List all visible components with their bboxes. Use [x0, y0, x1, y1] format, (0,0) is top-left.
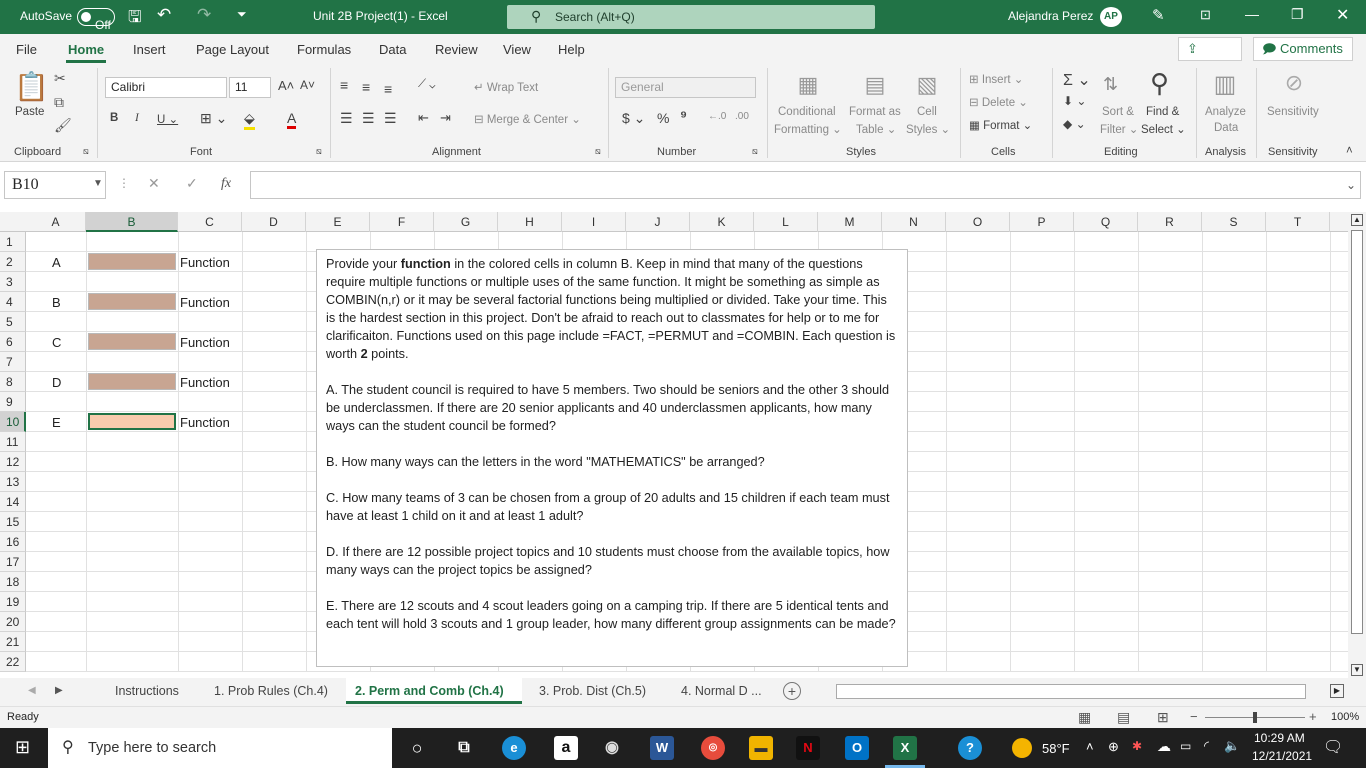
group-clipboard: Clipboard: [14, 146, 62, 158]
share-button[interactable]: [1178, 37, 1242, 61]
enter-icon[interactable]: ✓: [186, 175, 198, 191]
answer-cell-b2[interactable]: [88, 253, 176, 270]
intro-bold: function: [400, 257, 451, 271]
group-number: Number: [657, 146, 697, 158]
function-cell-c2[interactable]: Function: [180, 255, 230, 270]
taskbar-search-icon: ⚲: [62, 739, 74, 756]
row-header-2[interactable]: 2: [0, 252, 26, 272]
scroll-down-icon[interactable]: ▼: [1351, 664, 1363, 676]
question-e: E. There are 12 scouts and 4 scout leaders going on a camping trip. If there are 5 identical tents and each tent will hold 3 scouts and 1 group leader, how many different group assignments can be made?: [326, 599, 896, 631]
sheet-tab-normal-dist[interactable]: 4. Normal D ...: [681, 684, 762, 698]
row-header-6[interactable]: 6: [0, 332, 26, 352]
align-left-icon[interactable]: ☰: [340, 110, 353, 126]
question-a: A. The student council is required to have 5 members. Two should be seniors and the other 3 should be underclassmen. If there are 20 senior applicants and 40 underclassmen applicants, how many ways can the student council be formed?: [326, 383, 890, 433]
grid-column-line: [1074, 232, 1075, 672]
avatar[interactable]: AP: [1100, 7, 1122, 27]
divider: [97, 68, 98, 158]
outlook-icon[interactable]: O: [845, 736, 869, 760]
wrap-text-icon: ↵: [474, 82, 487, 94]
row-header-13[interactable]: 13: [0, 472, 26, 492]
cell-styles-icon[interactable]: ▧: [916, 72, 938, 97]
number-format-select[interactable]: General: [615, 77, 756, 98]
tray-notification-icon[interactable]: ✱: [1132, 739, 1143, 753]
row-header-17[interactable]: 17: [0, 552, 26, 572]
page-layout-view-icon[interactable]: ▤: [1117, 709, 1131, 725]
question-c: C. How many teams of 3 can be chosen from a group of 20 adults and 15 children if each team must have at least 1 child on it and at least 1 adult?: [326, 491, 890, 523]
help-icon[interactable]: ?: [958, 736, 982, 760]
divider: [608, 68, 609, 158]
row-header-15[interactable]: 15: [0, 512, 26, 532]
close-icon[interactable]: ✕: [1336, 7, 1350, 24]
align-top-icon[interactable]: ≡: [340, 77, 349, 93]
zoom-slider-thumb[interactable]: [1253, 712, 1257, 723]
edge-icon[interactable]: e: [502, 736, 526, 760]
row-header-9[interactable]: 9: [0, 392, 26, 412]
weather-sun-icon[interactable]: [1012, 738, 1032, 758]
grid-column-line: [946, 232, 947, 672]
answer-cell-b10-selected[interactable]: [88, 413, 176, 430]
answer-cell-b6[interactable]: [88, 333, 176, 350]
row-header-3[interactable]: 3: [0, 272, 26, 292]
column-header-j[interactable]: J: [626, 212, 690, 232]
decrease-font-icon[interactable]: A˅: [300, 78, 316, 92]
grid-column-line: [1330, 232, 1331, 672]
comma-style-icon[interactable]: ⁹: [680, 108, 688, 125]
merge-icon: ⊟: [474, 114, 487, 126]
search-box[interactable]: [507, 5, 875, 29]
next-sheet-icon[interactable]: ▶: [55, 685, 63, 696]
row-header-11[interactable]: 11: [0, 432, 26, 452]
formula-input[interactable]: [250, 171, 1361, 199]
increase-font-icon[interactable]: A˄: [278, 78, 295, 93]
column-header-p[interactable]: P: [1010, 212, 1074, 232]
divider: [960, 68, 961, 158]
user-name: Alejandra Perez: [1008, 9, 1094, 23]
label-cell-a4[interactable]: B: [52, 295, 61, 310]
group-cells: Cells: [991, 146, 1016, 158]
percent-icon[interactable]: %: [657, 110, 670, 126]
delete-cells-button[interactable]: ⊟ Delete ⌄: [969, 97, 1028, 109]
paste-icon[interactable]: 📋: [14, 71, 49, 102]
cortana-icon[interactable]: ○: [411, 738, 423, 758]
sheet-tab-prob-dist[interactable]: 3. Prob. Dist (Ch.5): [539, 684, 646, 698]
analyze-label[interactable]: Analyze: [1205, 106, 1246, 118]
group-font: Font: [190, 146, 213, 158]
cut-icon[interactable]: ✂: [54, 70, 66, 86]
select-text: Select: [1141, 124, 1173, 136]
instructions-paragraph: [326, 255, 898, 363]
row-header-5[interactable]: 5: [0, 312, 26, 332]
battery-icon[interactable]: ▭: [1180, 739, 1192, 753]
divider: [767, 68, 768, 158]
align-right-icon[interactable]: ☰: [384, 110, 397, 126]
function-cell-c6[interactable]: Function: [180, 335, 230, 350]
tab-review[interactable]: Review: [435, 42, 478, 57]
styles-label[interactable]: Styles ⌄: [906, 124, 951, 136]
status-ready: Ready: [7, 711, 39, 723]
font-color-icon[interactable]: A: [287, 110, 296, 129]
save-icon[interactable]: 🖫: [128, 9, 142, 26]
question-d: D. If there are 12 possible project topics and 10 students must choose from the available topics, how many ways can the project topics be assigned?: [326, 545, 890, 577]
row-header-10[interactable]: 10: [0, 412, 26, 432]
column-header-t[interactable]: T: [1266, 212, 1330, 232]
pen-icon[interactable]: ✎: [1152, 7, 1165, 24]
row-header-4[interactable]: 4: [0, 292, 26, 312]
delete-cells-icon: ⊟: [969, 97, 982, 109]
column-header-e[interactable]: E: [306, 212, 370, 232]
styles-text: Styles: [906, 124, 938, 136]
row-header-12[interactable]: 12: [0, 452, 26, 472]
tab-help[interactable]: Help: [558, 42, 585, 57]
sensitivity-button-label[interactable]: Sensitivity: [1267, 106, 1319, 118]
scroll-thumb[interactable]: [1351, 230, 1363, 634]
intro-text-body: in the colored cells in column B. Keep in mind that many of the questions require multiple functions or multiple uses of the same function. It might be something as simple as COMBIN(n,r) or it may be several factorial functions being multiplied or divided. Take your time. This is the hardest section in this project. Don't be afraid to reach out to classmates for help or to me for clarificaiton. Functions used on this page include =FACT, =PERMUT and =COMBIN. Each question is worth: [326, 257, 896, 361]
title-bar: [0, 0, 1366, 34]
format-label: Format: [983, 120, 1020, 132]
vertical-scrollbar[interactable]: [1348, 212, 1366, 678]
column-header-g[interactable]: G: [434, 212, 498, 232]
horizontal-scrollbar[interactable]: [836, 684, 1306, 699]
label-cell-a6[interactable]: C: [52, 335, 62, 350]
label-cell-a8[interactable]: D: [52, 375, 62, 390]
grid-column-line: [1010, 232, 1011, 672]
zoom-level[interactable]: 100%: [1331, 711, 1360, 723]
orientation-icon[interactable]: ⟋ ⌄: [418, 78, 436, 90]
font-name-select[interactable]: Calibri: [105, 77, 227, 98]
answer-cell-b4[interactable]: [88, 293, 176, 310]
column-header-c[interactable]: C: [178, 212, 242, 232]
tab-file[interactable]: File: [16, 42, 37, 57]
autosave-label: AutoSave: [20, 9, 73, 23]
font-launcher-icon[interactable]: ⧅: [316, 146, 322, 156]
intro-text: Provide your: [326, 257, 401, 271]
column-header-n[interactable]: N: [882, 212, 946, 232]
status-bar: [0, 706, 1366, 728]
format-painter-icon[interactable]: 🖌: [54, 117, 72, 133]
insert-function-icon[interactable]: fx: [221, 176, 232, 191]
font-size-select[interactable]: 11: [229, 77, 271, 98]
grid-column-line: [86, 232, 87, 672]
divider: [1256, 68, 1257, 158]
insert-cells-button[interactable]: ⊞ Insert ⌄: [969, 74, 1024, 86]
column-header-r[interactable]: R: [1138, 212, 1202, 232]
formatting-text: Formatting: [774, 124, 829, 136]
prev-sheet-icon[interactable]: ◀: [28, 685, 36, 696]
delete-label: Delete: [981, 97, 1016, 109]
ribbon-tabs: [0, 34, 1366, 64]
grid-column-line: [242, 232, 243, 672]
restore-icon[interactable]: ❐: [1291, 6, 1304, 22]
toggle-knob: [81, 12, 91, 22]
tray-app-icon[interactable]: ⊕: [1108, 739, 1119, 754]
align-bottom-icon[interactable]: ≡: [384, 81, 393, 97]
accounting-format-icon[interactable]: $ ⌄: [622, 110, 646, 126]
word-icon[interactable]: W: [650, 736, 674, 760]
filter-text: Filter: [1100, 124, 1126, 136]
collapse-ribbon-icon[interactable]: ˄: [1346, 145, 1353, 157]
column-header-a[interactable]: A: [26, 212, 86, 232]
data-label[interactable]: Data: [1214, 122, 1239, 134]
find-select-icon[interactable]: ⚲: [1150, 68, 1170, 98]
volume-icon[interactable]: 🔈: [1224, 738, 1241, 753]
formatting-label[interactable]: Formatting ⌄: [774, 124, 842, 136]
increase-decimal-icon[interactable]: ←.0: [708, 111, 727, 122]
windows-taskbar: [0, 728, 1366, 768]
wrap-text-button[interactable]: [474, 80, 538, 94]
excel-taskbar-icon[interactable]: X: [893, 736, 917, 760]
format-cells-icon: ▦: [969, 120, 984, 132]
row-header-18[interactable]: 18: [0, 572, 26, 592]
grid-column-line: [178, 232, 179, 672]
autosum-icon[interactable]: Σ ⌄: [1063, 72, 1091, 89]
tray-chevron-icon[interactable]: ˄: [1086, 739, 1094, 754]
windows-start-icon[interactable]: ⊞: [15, 737, 31, 757]
column-header-l[interactable]: L: [754, 212, 818, 232]
decrease-indent-icon[interactable]: ⇤: [418, 110, 429, 125]
alignment-launcher-icon[interactable]: ⧅: [595, 146, 601, 156]
select-label[interactable]: Select ⌄: [1141, 124, 1186, 136]
netflix-icon[interactable]: N: [796, 736, 820, 760]
answer-cell-b8[interactable]: [88, 373, 176, 390]
intro-text-end: points.: [367, 347, 409, 361]
document-title: Unit 2B Project(1) - Excel: [313, 9, 448, 23]
format-as-label[interactable]: Format as: [849, 106, 901, 118]
column-headers: [0, 212, 1348, 232]
customize-qat-icon[interactable]: ⏷: [237, 7, 247, 21]
insert-label: Insert: [981, 74, 1011, 86]
question-b: B. How many ways can the letters in the word "MATHEMATICS" be arranged?: [326, 455, 765, 469]
cell-label[interactable]: Cell: [917, 106, 937, 118]
row-header-7[interactable]: 7: [0, 352, 26, 372]
find-label[interactable]: Find &: [1146, 106, 1180, 118]
zoom-in-icon[interactable]: +: [1309, 709, 1317, 724]
clear-icon[interactable]: ◆ ⌄: [1063, 117, 1086, 131]
share-icon: ⇪: [1187, 41, 1198, 56]
column-header-o[interactable]: O: [946, 212, 1010, 232]
row-header-21[interactable]: 21: [0, 632, 26, 652]
divider: [1196, 68, 1197, 158]
new-sheet-icon[interactable]: +: [783, 682, 801, 700]
group-alignment: Alignment: [432, 146, 481, 158]
name-box-dropdown-icon[interactable]: ▼: [93, 178, 103, 189]
tab-formulas[interactable]: Formulas: [297, 42, 352, 57]
analyze-data-icon[interactable]: ▥: [1213, 71, 1237, 98]
row-header-14[interactable]: 14: [0, 492, 26, 512]
column-header-k[interactable]: K: [690, 212, 754, 232]
format-cells-button[interactable]: ▦ Format ⌄: [969, 120, 1033, 132]
divider: [1052, 68, 1053, 158]
decrease-decimal-icon[interactable]: .00: [735, 111, 749, 122]
column-header-b[interactable]: B: [86, 212, 178, 232]
bold-icon[interactable]: B: [110, 112, 119, 124]
column-header-d[interactable]: D: [242, 212, 306, 232]
active-tab-indicator: [66, 60, 106, 63]
group-styles: Styles: [846, 146, 876, 158]
column-header-q[interactable]: Q: [1074, 212, 1138, 232]
function-cell-c10[interactable]: Function: [180, 415, 230, 430]
sheet-tab-prob-rules[interactable]: 1. Prob Rules (Ch.4): [214, 684, 328, 698]
increase-indent-icon[interactable]: ⇥: [440, 110, 451, 125]
expand-formula-bar-icon[interactable]: ⌄: [1346, 178, 1357, 192]
row-header-16[interactable]: 16: [0, 532, 26, 552]
tab-home[interactable]: Home: [68, 42, 105, 57]
merge-center-label: Merge & Center: [486, 114, 569, 126]
ribbon-display-icon[interactable]: ⊡: [1200, 7, 1211, 22]
column-header-i[interactable]: I: [562, 212, 626, 232]
row-header-22[interactable]: 22: [0, 652, 26, 672]
wrap-text-label: Wrap Text: [486, 82, 539, 94]
group-analysis: Analysis: [1205, 146, 1246, 158]
grid-column-line: [306, 232, 307, 672]
italic-icon[interactable]: I: [135, 112, 139, 124]
redo-icon[interactable]: ↷: [197, 5, 212, 24]
format-as-table-icon[interactable]: ▤: [864, 72, 886, 97]
tab-view[interactable]: View: [503, 42, 531, 57]
filter-label[interactable]: Filter ⌄: [1100, 124, 1139, 136]
sheet-tab-perm-comb[interactable]: 2. Perm and Comb (Ch.4): [355, 684, 504, 698]
file-explorer-icon[interactable]: ▬: [749, 736, 773, 760]
underline-icon[interactable]: U ⌄: [157, 114, 179, 126]
more-icon: ⋮: [118, 176, 130, 190]
label-cell-a10[interactable]: E: [52, 415, 61, 430]
copy-icon[interactable]: ⧉: [54, 94, 64, 110]
comments-button[interactable]: [1253, 37, 1353, 61]
row-header-8[interactable]: 8: [0, 372, 26, 392]
sort-label[interactable]: Sort &: [1102, 106, 1134, 118]
column-header-s[interactable]: S: [1202, 212, 1266, 232]
page-break-view-icon[interactable]: ⊞: [1157, 709, 1169, 725]
search-icon: ⚲: [531, 8, 542, 24]
insert-cells-icon: ⊞: [969, 74, 982, 86]
wifi-icon[interactable]: ◜: [1204, 738, 1210, 753]
autosave-toggle[interactable]: [77, 8, 115, 32]
column-header-h[interactable]: H: [498, 212, 562, 232]
align-center-icon[interactable]: ☰: [362, 110, 375, 126]
group-editing: Editing: [1104, 146, 1138, 158]
function-cell-c4[interactable]: Function: [180, 295, 230, 310]
group-sensitivity: Sensitivity: [1268, 146, 1318, 158]
row-header-1[interactable]: 1: [0, 232, 26, 252]
undo-icon[interactable]: ↶: [157, 5, 172, 24]
column-header-f[interactable]: F: [370, 212, 434, 232]
grid-column-line: [1202, 232, 1203, 672]
grid-column-line: [1138, 232, 1139, 672]
zoom-out-icon[interactable]: −: [1190, 709, 1198, 724]
amazon-icon[interactable]: a: [554, 736, 578, 760]
tab-insert[interactable]: Insert: [133, 42, 166, 57]
clipboard-launcher-icon[interactable]: ⧅: [83, 146, 89, 156]
number-launcher-icon[interactable]: ⧅: [752, 146, 758, 156]
align-middle-icon[interactable]: ≡: [362, 79, 371, 95]
fill-icon[interactable]: ⬇ ⌄: [1063, 94, 1087, 108]
taskbar-search[interactable]: [48, 728, 392, 768]
merge-center-button[interactable]: ⊟ Merge & Center ⌄: [474, 114, 581, 126]
points-value: 2: [360, 347, 368, 361]
normal-view-icon[interactable]: ▦: [1078, 709, 1092, 725]
table-label[interactable]: Table ⌄: [856, 124, 897, 136]
instructions-textbox[interactable]: [316, 249, 908, 667]
onedrive-icon[interactable]: ☁: [1157, 738, 1171, 754]
taskbar-search-placeholder: Type here to search: [88, 740, 217, 756]
grid-row-line: [26, 671, 1348, 672]
table-text: Table: [856, 124, 884, 136]
cancel-icon[interactable]: ✕: [148, 175, 160, 191]
weather-temp[interactable]: 58°F: [1042, 741, 1070, 756]
scroll-right-icon[interactable]: ▶: [1330, 684, 1344, 698]
tab-page-layout[interactable]: Page Layout: [196, 42, 270, 57]
label-cell-a2[interactable]: A: [52, 255, 61, 270]
conditional-formatting-icon[interactable]: ▦: [797, 72, 819, 97]
paste-label[interactable]: Paste: [15, 106, 45, 118]
fill-color-icon[interactable]: ⬙: [244, 110, 255, 130]
camera-icon[interactable]: ◉: [605, 739, 619, 756]
comments-label: Comments: [1280, 41, 1343, 56]
function-cell-c8[interactable]: Function: [180, 375, 230, 390]
name-box[interactable]: B10: [4, 171, 106, 199]
borders-icon[interactable]: ⊞ ⌄: [200, 110, 228, 126]
conditional-label[interactable]: Conditional: [778, 106, 836, 118]
sensitivity-icon[interactable]: ⊘: [1284, 70, 1304, 95]
clock-date[interactable]: 12/21/2021: [1252, 749, 1313, 763]
row-header-19[interactable]: 19: [0, 592, 26, 612]
scroll-up-icon[interactable]: ▲: [1351, 214, 1363, 226]
divider: [330, 68, 331, 158]
grid-column-line: [1266, 232, 1267, 672]
task-view-icon[interactable]: ⧉: [458, 739, 470, 756]
chrome-icon[interactable]: ◎: [701, 736, 725, 760]
minimize-icon[interactable]: —: [1245, 6, 1259, 22]
column-header-m[interactable]: M: [818, 212, 882, 232]
comment-icon: 🗩: [1262, 41, 1281, 56]
sort-filter-icon[interactable]: ⇅: [1103, 74, 1119, 94]
autosave-state: Off: [95, 18, 111, 32]
search-placeholder: Search (Alt+Q): [555, 10, 635, 24]
notifications-icon[interactable]: 🗨: [1323, 739, 1344, 756]
tab-data[interactable]: Data: [379, 42, 407, 57]
clock-time[interactable]: 10:29 AM: [1254, 731, 1305, 745]
row-header-20[interactable]: 20: [0, 612, 26, 632]
sheet-tab-instructions[interactable]: Instructions: [115, 684, 179, 698]
